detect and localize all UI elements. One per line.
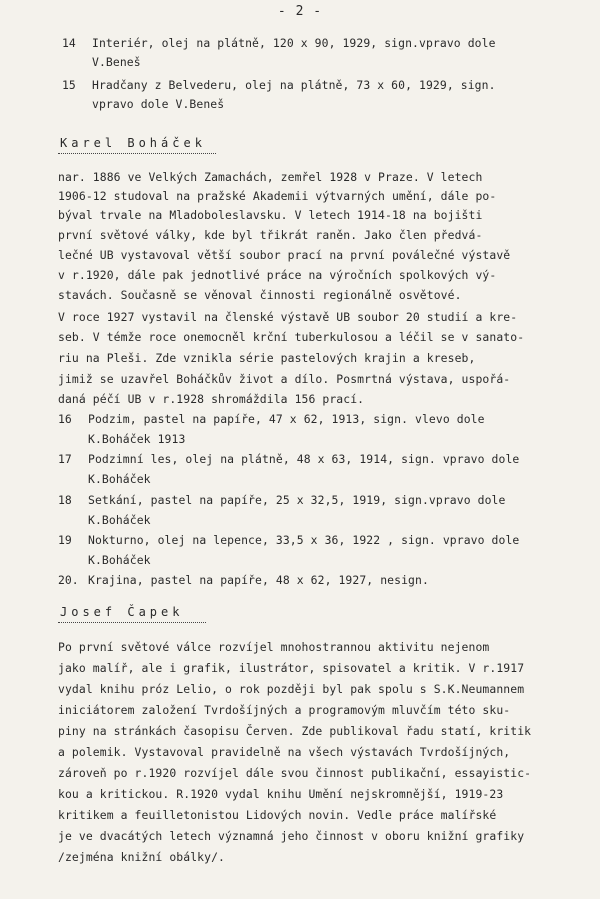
heading-underline bbox=[58, 153, 216, 154]
entry-line: Podzimní les, olej na plátně, 48 x 63, 1914, sign. vpravo dole bbox=[88, 452, 520, 466]
entry-line: Setkání, pastel na papíře, 25 x 32,5, 1919, sign.vpravo dole bbox=[88, 493, 506, 507]
entry-line: K.Boháček bbox=[88, 472, 151, 486]
bio-line: jimiž se uzavřel Boháčkův život a dílo. Posmrtná výstava, uspořá- bbox=[58, 372, 511, 386]
bio-line: je ve dvacátých letech významná jeho činnost v oboru knižní grafiky bbox=[58, 829, 525, 843]
entry-line: Nokturno, olej na lepence, 33,5 x 36, 1922 , sign. vpravo dole bbox=[88, 533, 520, 547]
bio-line: zároveň po r.1920 rozvíjel dále svou činnost publikační, essayistic- bbox=[58, 766, 532, 780]
heading-underline bbox=[58, 622, 206, 623]
entry-line: Interiér, olej na plátně, 120 x 90, 1929, sign.vpravo dole bbox=[92, 36, 496, 50]
bio-line: Po první světové válce rozvíjel mnohostrannou aktivitu nejenom bbox=[58, 640, 490, 654]
bio-line: lečné UB vystavoval větší soubor prací na první poválečné výstavě bbox=[58, 248, 511, 262]
page-number: - 2 - bbox=[277, 4, 323, 19]
artist-heading: Karel Boháček bbox=[60, 136, 206, 150]
bio-line: býval trvale na Mladoboleslavsku. V letech 1914-18 na bojišti bbox=[58, 208, 483, 222]
entry-line: K.Boháček bbox=[88, 553, 151, 567]
entry-line: Hradčany z Belvederu, olej na plátně, 73 x 60, 1929, sign. bbox=[92, 78, 496, 92]
bio-line: 1906-12 studoval na pražské Akademii výtvarných umění, dále po- bbox=[58, 189, 497, 203]
entry-number: 16 bbox=[58, 412, 72, 426]
bio-line: první světové války, kde byl třikrát raněn. Jako člen předvá- bbox=[58, 228, 483, 242]
bio-line: v r.1920, dále pak jednotlivé práce na výročních spolkových vý- bbox=[58, 268, 497, 282]
bio-line: stavách. Současně se věnoval činnosti regionálně osvětové. bbox=[58, 288, 462, 302]
bio-line: piny na stránkách časopisu Červen. Zde publikoval řadu statí, kritik bbox=[58, 724, 532, 738]
entry-number: 15 bbox=[62, 78, 76, 92]
bio-line: nar. 1886 ve Velkých Zamachách, zemřel 1928 v Praze. V letech bbox=[58, 170, 483, 184]
entry-line: K.Boháček bbox=[88, 513, 151, 527]
entry-number: 14 bbox=[62, 36, 76, 50]
entry-line: Podzim, pastel na papíře, 47 x 62, 1913, sign. vlevo dole bbox=[88, 412, 485, 426]
entry-number: 20. bbox=[58, 573, 79, 587]
bio-line: seb. V témže roce onemocněl krční tuberkulosou a léčil se v sanato- bbox=[58, 330, 525, 344]
entry-line: K.Boháček 1913 bbox=[88, 432, 186, 446]
bio-line: riu na Pleši. Zde vznikla série pastelových krajin a kreseb, bbox=[58, 351, 476, 365]
entry-line: Krajina, pastel na papíře, 48 x 62, 1927, nesign. bbox=[88, 573, 429, 587]
bio-line: /zejména knižní obálky/. bbox=[58, 850, 225, 864]
bio-line: V roce 1927 vystavil na členské výstavě UB soubor 20 studií a kre- bbox=[58, 310, 518, 324]
entry-number: 17 bbox=[58, 452, 72, 466]
bio-line: kou a kritickou. R.1920 vydal knihu Umění nejskromnější, 1919-23 bbox=[58, 787, 504, 801]
bio-line: kritikem a feuilletonistou Lidových novin. Vedle práce malířské bbox=[58, 808, 497, 822]
bio-line: iniciátorem založení Tvrdošíjných a programovým mluvčím této sku- bbox=[58, 703, 511, 717]
bio-line: vydal knihu próz Lelio, o rok později byl pak spolu s S.K.Neumannem bbox=[58, 682, 525, 696]
bio-line: jako malíř, ale i grafik, ilustrátor, spisovatel a kritik. V r.1917 bbox=[58, 661, 525, 675]
bio-line: a polemik. Vystavoval pravidelně na všech výstavách Tvrdošíjných, bbox=[58, 745, 511, 759]
artist-heading: Josef Čapek bbox=[60, 605, 184, 619]
entry-number: 18 bbox=[58, 493, 72, 507]
entry-line: vpravo dole V.Beneš bbox=[92, 97, 225, 111]
bio-line: daná péčí UB v r.1928 shromáždila 156 prací. bbox=[58, 392, 365, 406]
entry-number: 19 bbox=[58, 533, 72, 547]
entry-line: V.Beneš bbox=[92, 55, 141, 69]
